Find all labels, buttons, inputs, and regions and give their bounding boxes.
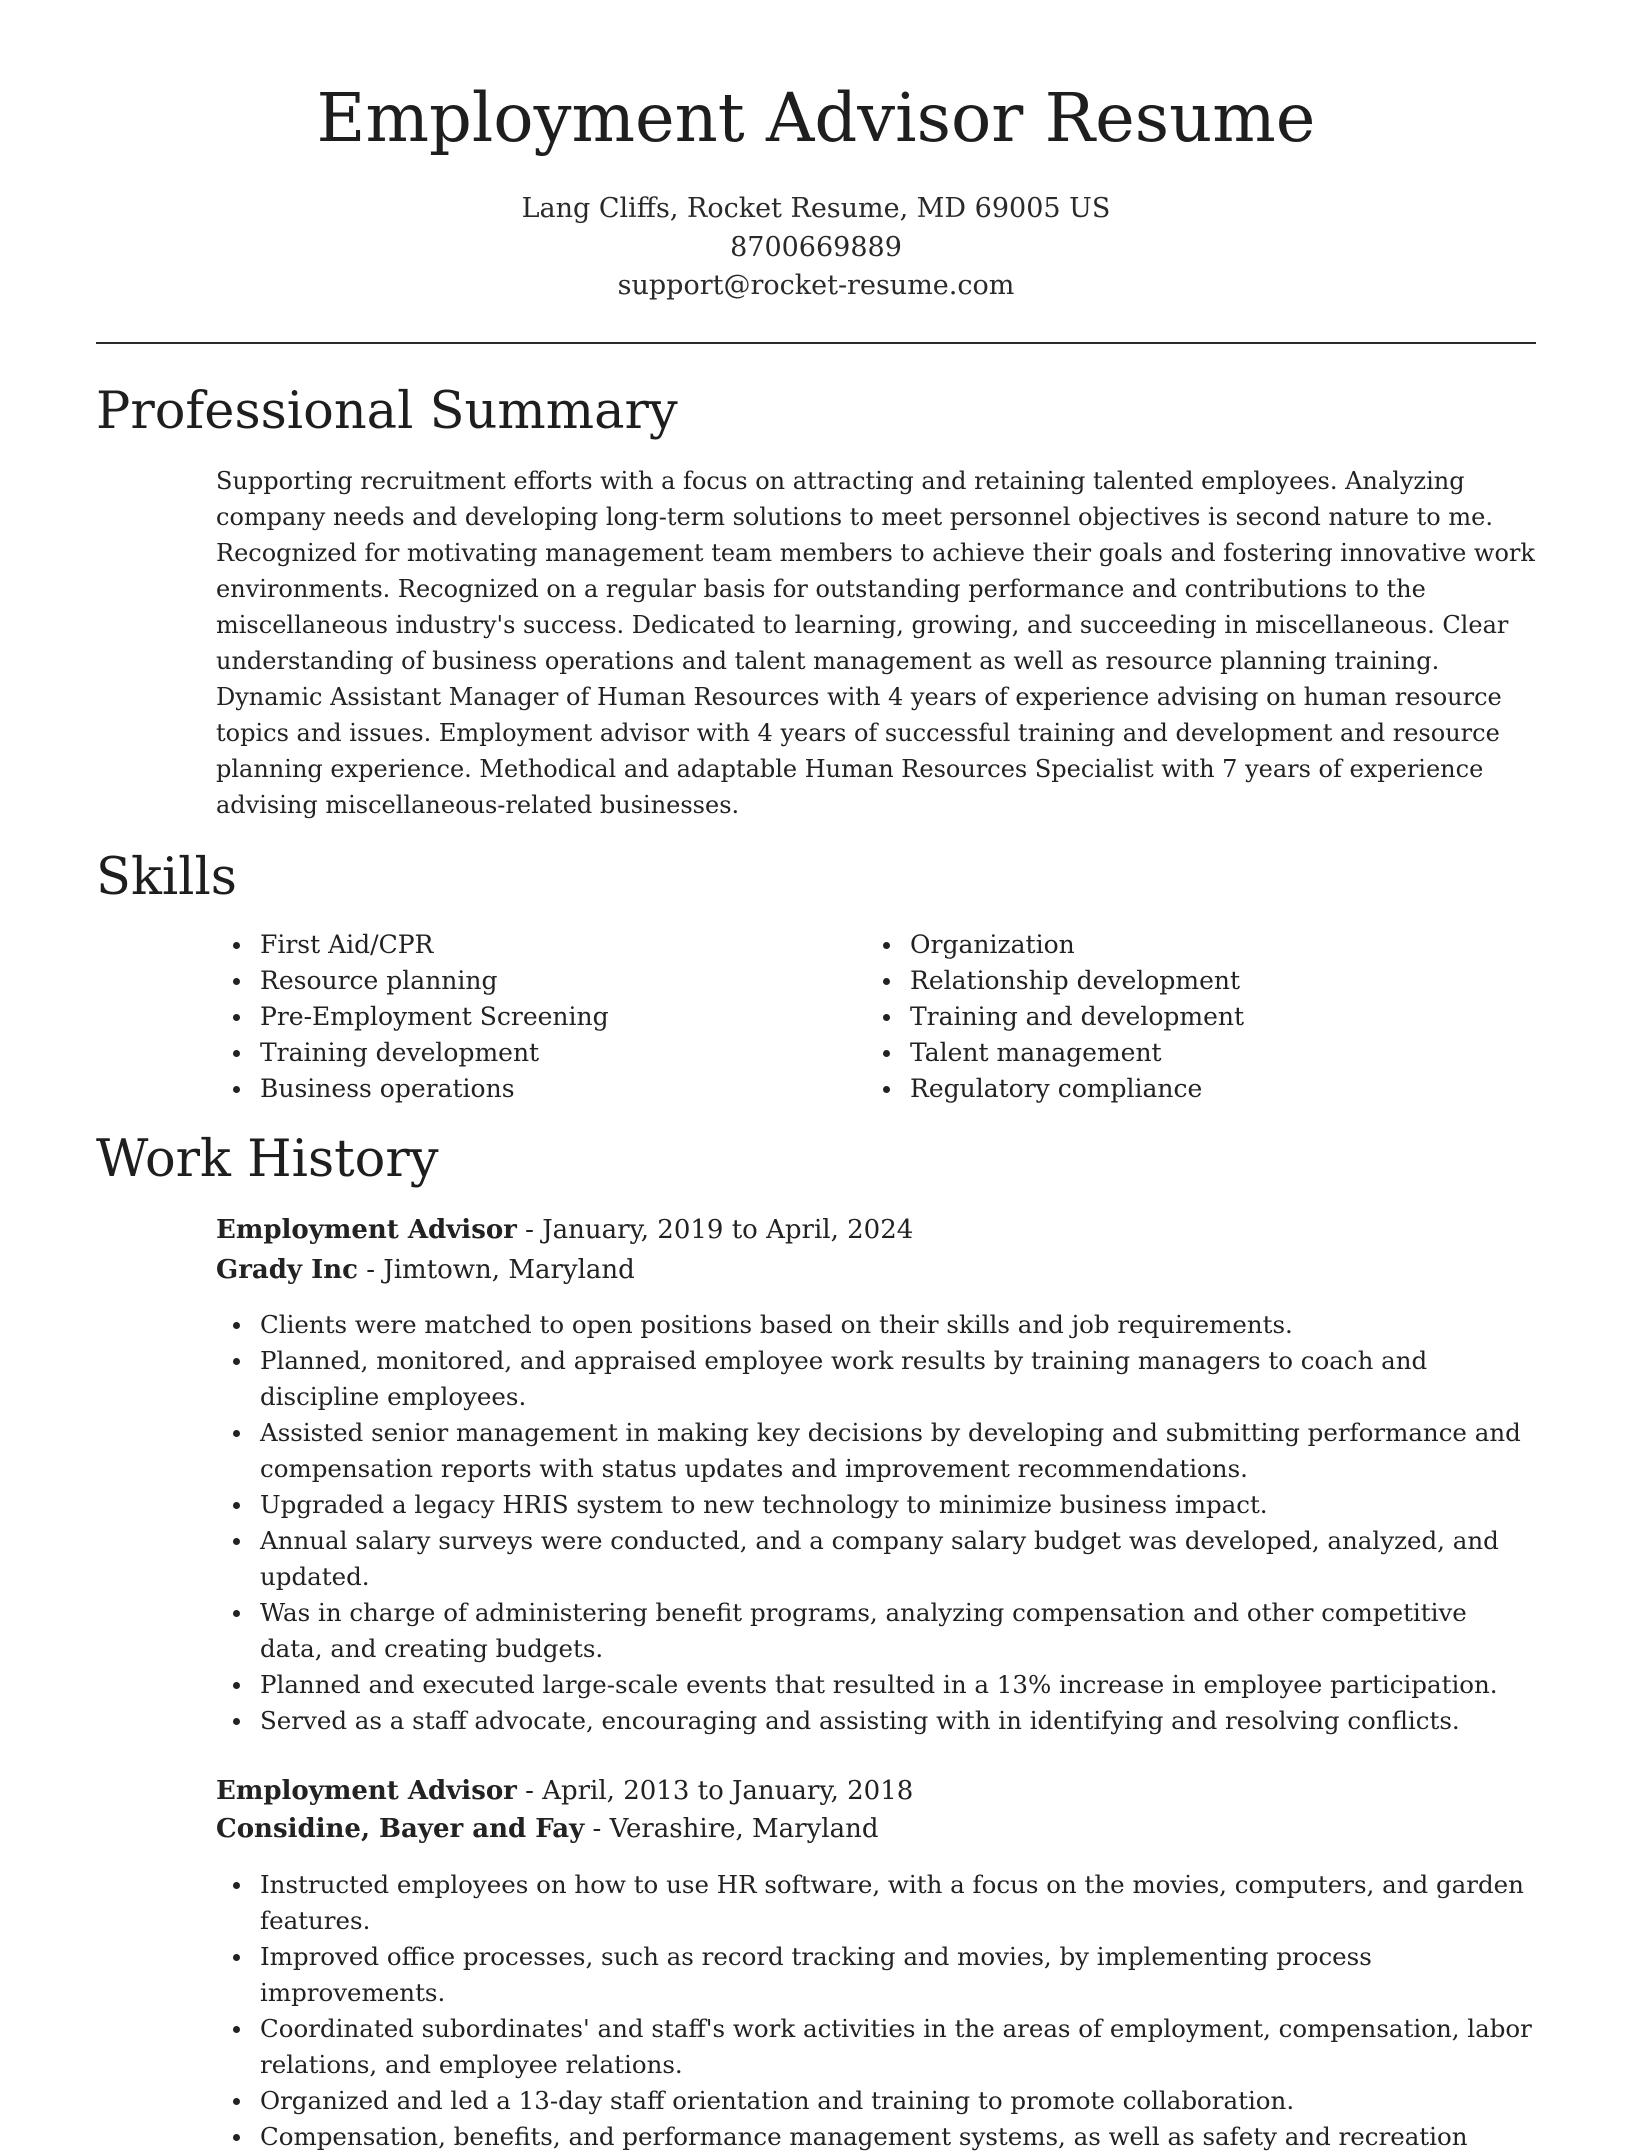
job-bullet: Upgraded a legacy HRIS system to new technology to minimize business impact. [216, 1487, 1536, 1523]
job-bullet: Organized and led a 13-day staff orientation and training to promote collaboration. [216, 2083, 1536, 2119]
job-bullet: Improved office processes, such as record tracking and movies, by implementing process improvements. [216, 1939, 1536, 2011]
skill-item: Relationship development [866, 963, 1506, 999]
job-company-line [216, 1813, 878, 1847]
skill-item: Pre-Employment Screening [216, 999, 856, 1035]
job-bullets [216, 1307, 1536, 1739]
resume-title: Employment Advisor Resume [316, 79, 1316, 157]
skill-item: Resource planning [216, 963, 856, 999]
skills-list-right [866, 927, 1506, 1107]
skill-item: Business operations [216, 1071, 856, 1107]
job-bullet: Compensation, benefits, and performance management systems, as well as safety and recreation [216, 2119, 1536, 2155]
job-bullet: Was in charge of administering benefit programs, analyzing compensation and other competitive data, and creating budgets. [216, 1595, 1536, 1667]
job-company: Considine, Bayer and Fay [216, 1814, 585, 1844]
summary-heading: Professional Summary [96, 382, 678, 441]
job-title-line [216, 1775, 913, 1809]
job-bullet: Served as a staff advocate, encouraging and assisting with in identifying and resolving conflicts. [216, 1703, 1536, 1739]
skill-item: Organization [866, 927, 1506, 963]
skill-item: Talent management [866, 1035, 1506, 1071]
job-dates: - January, 2019 to April, 2024 [516, 1215, 914, 1245]
job-location: - Jimtown, Maryland [357, 1255, 635, 1285]
job-company-line [216, 1254, 635, 1288]
job-bullet: Coordinated subordinates' and staff's work activities in the areas of employment, compensation, labor relations, and employee relations. [216, 2011, 1536, 2083]
job-bullet: Planned and executed large-scale events that resulted in a 13% increase in employee participation. [216, 1667, 1536, 1703]
job-title: Employment Advisor [216, 1215, 517, 1245]
job-bullet: Planned, monitored, and appraised employee work results by training managers to coach and discipline employees. [216, 1343, 1536, 1415]
skill-item: Training and development [866, 999, 1506, 1035]
job-bullet: Instructed employees on how to use HR software, with a focus on the movies, computers, and garden features. [216, 1867, 1536, 1939]
job-dates: - April, 2013 to January, 2018 [516, 1776, 914, 1806]
contact-email: support@rocket-resume.com [617, 270, 1015, 301]
skills-heading: Skills [96, 848, 237, 907]
job-title-line [216, 1214, 913, 1248]
skill-item: First Aid/CPR [216, 927, 856, 963]
job-bullet: Annual salary surveys were conducted, and a company salary budget was developed, analyzed, and updated. [216, 1523, 1536, 1595]
job-bullet: Clients were matched to open positions based on their skills and job requirements. [216, 1307, 1536, 1343]
job-location: - Verashire, Maryland [584, 1814, 879, 1844]
header-divider [96, 342, 1536, 344]
skills-list-left [216, 927, 856, 1107]
job-bullets [216, 1867, 1536, 2155]
contact-address: Lang Cliffs, Rocket Resume, MD 69005 US [521, 193, 1111, 224]
contact-phone: 8700669889 [730, 232, 902, 263]
work-history-heading: Work History [96, 1130, 439, 1189]
job-bullet: Assisted senior management in making key decisions by developing and submitting performance and compensation reports with status updates and improvement recommendations. [216, 1415, 1536, 1487]
summary-text: Supporting recruitment efforts with a focus on attracting and retaining talented employees. Analyzing company needs and developing long-term solutions to meet personnel objectives is second nature to me. Recognized for motivating management team members to achieve their goals and fostering innovative work environments. Recognized on a regular basis for outstanding performance and contributions to the miscellaneous industry's success. Dedicated to learning, growing, and succeeding in miscellaneous. Clear understanding of business operations and talent management as well as resource planning training. Dynamic Assistant Manager of Human Resources with 4 years of experience advising on human resource topics and issues. Employment advisor with 4 years of successful training and development and resource planning experience. Methodical and adaptable Human Resources Specialist with 7 years of experience advising miscellaneous-related businesses. [216, 467, 1535, 819]
job-company: Grady Inc [216, 1255, 358, 1285]
skill-item: Training development [216, 1035, 856, 1071]
skill-item: Regulatory compliance [866, 1071, 1506, 1107]
job-title: Employment Advisor [216, 1776, 517, 1806]
